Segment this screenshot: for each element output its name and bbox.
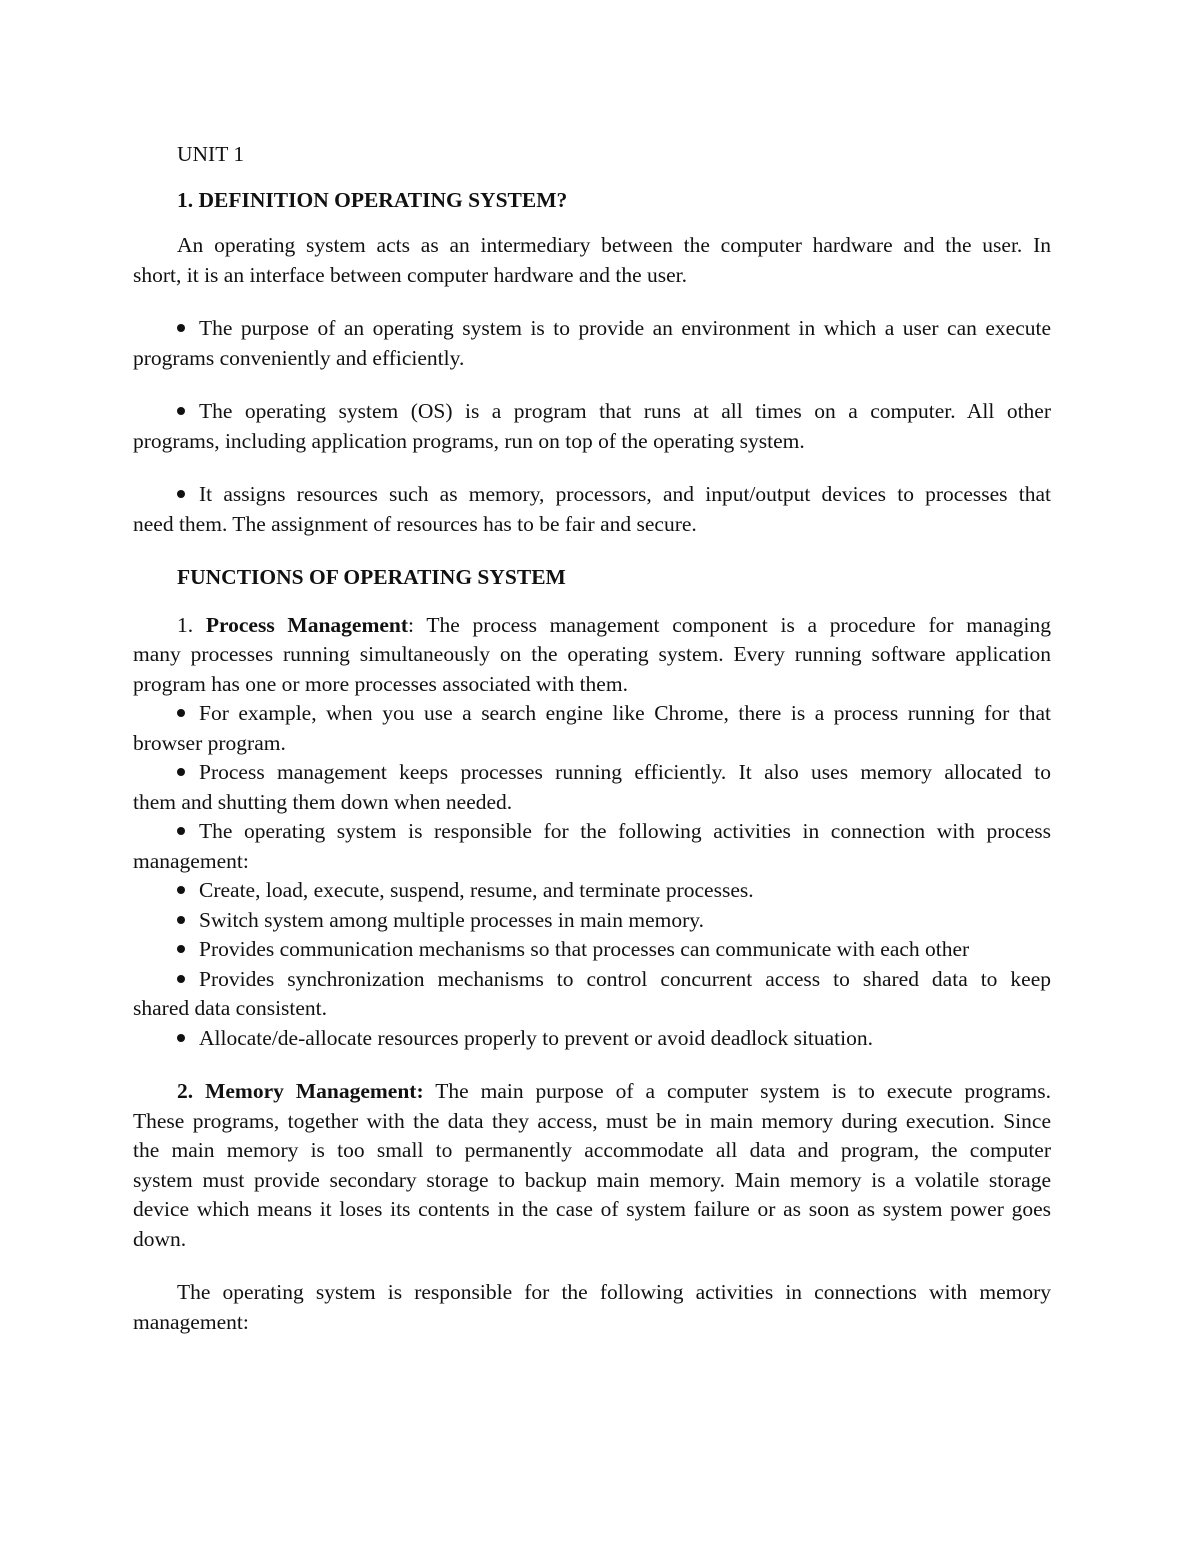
document-page (133, 140, 1051, 1337)
bullet-icon (177, 709, 185, 717)
process-bullet (133, 876, 1051, 906)
process-management-line: program has one or more processes associated with them. (133, 671, 628, 696)
bullet-text: The purpose of an operating system is to provide an environment in which a user can execute (199, 316, 1051, 340)
definition-number: 1. (177, 187, 194, 212)
bullet-text: Create, load, execute, suspend, resume, and terminate processes. (199, 878, 754, 902)
bullet-text: Provides synchronization mechanisms to control concurrent access to shared data to keep (199, 966, 1051, 991)
bullet-icon (177, 975, 185, 983)
unit-heading: UNIT 1 (177, 142, 245, 166)
bullet-icon (177, 827, 185, 835)
bullet-continuation: browser program. (133, 730, 286, 755)
bullet-icon (177, 407, 185, 415)
memory-management-first-line: The main purpose of a computer system is to execute programs. (423, 1079, 1052, 1103)
bullet-continuation: shared data consistent. (133, 996, 328, 1020)
bullet-text: The operating system is responsible for the following activities in connection with process (199, 819, 1051, 843)
memory-management-line: down. (133, 1226, 187, 1251)
process-management-title: Process Management (205, 612, 409, 637)
bullet-text: Allocate/de-allocate resources properly to prevent or avoid deadlock situation. (199, 1025, 874, 1050)
bullet-continuation: programs, including application programs, run on top of the operating system. (133, 428, 805, 453)
process-management-line: many processes running simultaneously on the operating system. Every running software application (133, 642, 1051, 666)
memory-management-title: Memory Management: (205, 1079, 424, 1103)
process-bullet (133, 699, 1051, 729)
definition-bullet (133, 314, 1051, 344)
definition-heading (133, 186, 1051, 216)
bullet-text: It assigns resources such as memory, processors, and input/output devices to processes that (199, 482, 1051, 506)
memory-management-number: 2. (177, 1079, 194, 1103)
process-management-number: 1. (177, 612, 194, 637)
bullet-text: The operating system (OS) is a program that runs at all times on a computer. All other (199, 399, 1051, 423)
memory-management-closing: The operating system is responsible for the following activities in connections with memory (177, 1280, 1051, 1304)
process-management-intro (133, 611, 1051, 641)
memory-management-intro (133, 1077, 1051, 1107)
memory-management-line: system must provide secondary storage to backup main memory. Main memory is a volatile storage (133, 1167, 1051, 1192)
bullet-icon (177, 768, 185, 776)
bullet-text: Provides communication mechanisms so that processes can communicate with each other (199, 937, 970, 961)
bullet-continuation: management: (133, 848, 249, 873)
bullet-continuation: them and shutting them down when needed. (133, 789, 513, 814)
memory-management-line: device which means it loses its contents in the case of system failure or as soon as system power goes (133, 1197, 1051, 1221)
process-bullet (133, 817, 1051, 847)
bullet-icon (177, 324, 185, 332)
bullet-icon (177, 1034, 185, 1042)
definition-intro-line: short, it is an interface between computer hardware and the user. (133, 262, 688, 287)
bullet-text: Process management keeps processes running efficiently. It also uses memory allocated to (199, 760, 1051, 784)
bullet-icon (177, 945, 185, 953)
bullet-text: For example, when you use a search engine like Chrome, there is a process running for that (199, 701, 1051, 725)
definition-title: DEFINITION OPERATING SYSTEM? (198, 187, 568, 212)
process-bullet (133, 1024, 1051, 1054)
bullet-icon (177, 916, 185, 924)
functions-heading: FUNCTIONS OF OPERATING SYSTEM (177, 565, 566, 589)
process-bullet (133, 965, 1051, 995)
bullet-icon (177, 490, 185, 498)
definition-bullet (133, 397, 1051, 427)
process-management-first-line: : The process management component is a procedure for managing (408, 612, 1052, 637)
memory-management-line: These programs, together with the data they access, must be in main memory during execution. Since (133, 1108, 1051, 1133)
bullet-continuation: need them. The assignment of resources has to be fair and secure. (133, 511, 697, 536)
definition-intro-line: An operating system acts as an intermediary between the computer hardware and the user. In (177, 233, 1051, 257)
definition-bullet (133, 480, 1051, 510)
process-bullet (133, 758, 1051, 788)
bullet-continuation: programs conveniently and efficiently. (133, 345, 465, 370)
bullet-text: Switch system among multiple processes in main memory. (199, 907, 704, 932)
process-bullet (133, 906, 1051, 936)
memory-management-line: the main memory is too small to permanently accommodate all data and program, the computer (133, 1138, 1051, 1162)
process-bullet (133, 935, 1051, 965)
bullet-icon (177, 886, 185, 894)
memory-management-closing: management: (133, 1309, 249, 1334)
